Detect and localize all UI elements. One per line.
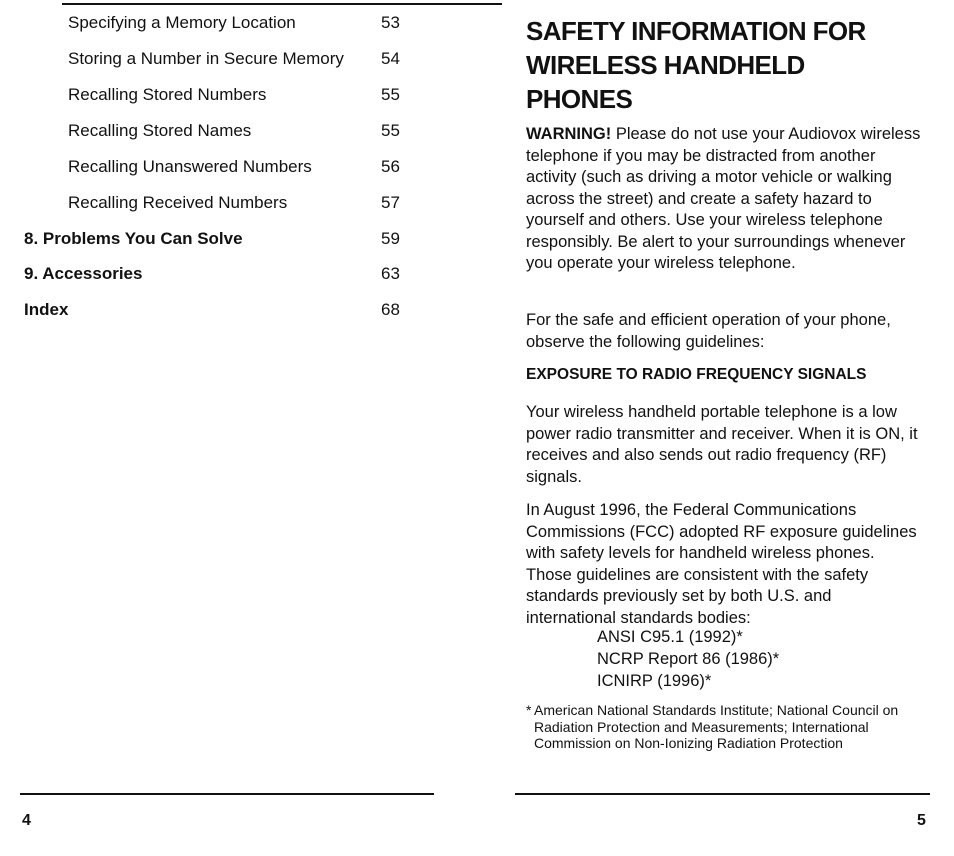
toc-entry-page: 68 bbox=[381, 300, 400, 319]
bottom-rule-left bbox=[20, 793, 434, 795]
toc-entry-page: 53 bbox=[381, 13, 400, 32]
right-page-number: 5 bbox=[917, 812, 926, 829]
toc-entry-title: Recalling Unanswered Numbers bbox=[68, 157, 312, 176]
toc-entry-title: 8. Problems You Can Solve bbox=[24, 229, 243, 248]
toc-entry-page: 55 bbox=[381, 85, 400, 104]
toc-entry-page: 63 bbox=[381, 264, 400, 283]
standard-item: ICNIRP (1996)* bbox=[597, 672, 712, 690]
guidelines-intro: For the safe and efficient operation of your phone, observe the following guidelines: bbox=[526, 311, 891, 351]
toc-entry-page: 54 bbox=[381, 49, 400, 68]
footnote-text: American National Standards Institute; National Council on Radiation Protection and Measurements; International Commission on Non-Ionizing Radiation Protection bbox=[534, 702, 899, 751]
standard-item: NCRP Report 86 (1986)* bbox=[597, 650, 780, 668]
toc-entry-title: 9. Accessories bbox=[24, 264, 143, 283]
toc-entry-title: Index bbox=[24, 300, 69, 319]
toc-entry-title: Recalling Received Numbers bbox=[68, 193, 288, 212]
standard-item: ANSI C95.1 (1992)* bbox=[597, 628, 743, 646]
toc-entry-page: 57 bbox=[381, 193, 400, 212]
left-page-number: 4 bbox=[22, 812, 31, 829]
top-rule bbox=[62, 3, 502, 5]
toc-entry-title: Recalling Stored Names bbox=[68, 121, 252, 140]
toc-entry-title: Recalling Stored Numbers bbox=[68, 85, 267, 104]
section-heading-line: PHONES bbox=[526, 84, 633, 114]
footnote-mark: * bbox=[526, 702, 532, 718]
section-heading-line: SAFETY INFORMATION FOR bbox=[526, 16, 866, 46]
toc-entry-page: 59 bbox=[381, 229, 400, 248]
warning-text: Please do not use your Audiovox wireless telephone if you may be distracted from another activity (such as driving a motor vehicle or walking across the street) and create a safety hazard to yourself and others. Use your wireless telephone responsibly. Be alert to your surroundings whenever you operate your wireless telephone. bbox=[526, 125, 921, 272]
section-heading bbox=[526, 14, 946, 116]
footnote bbox=[526, 702, 926, 752]
warning-label: WARNING! bbox=[526, 125, 612, 143]
bottom-rule-right bbox=[515, 793, 930, 795]
fcc-paragraph: In August 1996, the Federal Communications Commissions (FCC) adopted RF exposure guidelines with safety levels for handheld wireless phones. Those guidelines are consistent with the safety standards previously set by both U.S. and international standards bodies: bbox=[526, 501, 917, 627]
exposure-heading: EXPOSURE TO RADIO FREQUENCY SIGNALS bbox=[526, 366, 867, 383]
warning-paragraph bbox=[526, 124, 921, 275]
exposure-paragraph: Your wireless handheld portable telephone is a low power radio transmitter and receiver. When it is ON, it receives and also sends out radio frequency (RF) signals. bbox=[526, 403, 918, 486]
toc-entry-title: Specifying a Memory Location bbox=[68, 13, 296, 32]
section-heading-line: WIRELESS HANDHELD bbox=[526, 50, 805, 80]
toc-entry-title: Storing a Number in Secure Memory bbox=[68, 49, 344, 68]
toc-entry-page: 56 bbox=[381, 157, 400, 176]
toc-entry-page: 55 bbox=[381, 121, 400, 140]
